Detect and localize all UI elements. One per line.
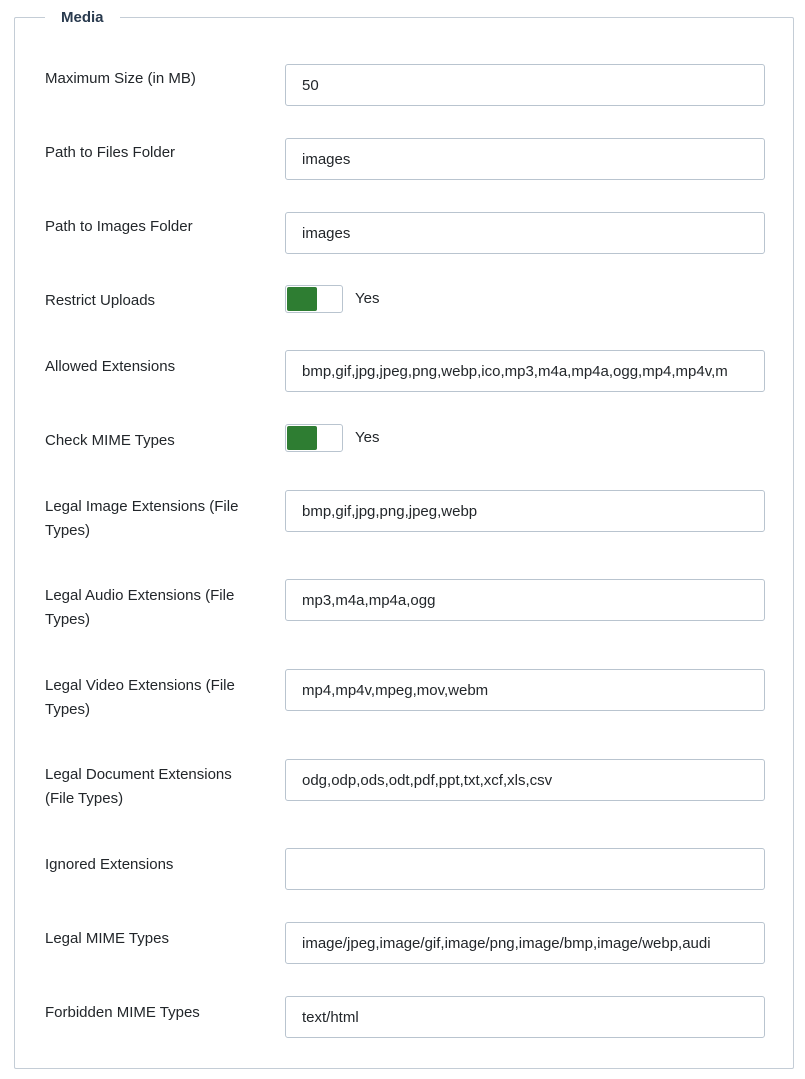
media-fieldset xyxy=(14,9,794,1069)
check-mime-label: Check MIME Types xyxy=(45,432,175,449)
max-size-input[interactable] xyxy=(285,64,765,106)
allowed-extensions-input[interactable] xyxy=(285,350,765,392)
image-extensions-label: Legal Image Extensions (File Types) xyxy=(45,498,239,539)
fieldset-legend: Media xyxy=(45,8,120,28)
forbidden-mime-input[interactable] xyxy=(285,996,765,1038)
files-path-label: Path to Files Folder xyxy=(45,144,176,161)
legal-mime-label: Legal MIME Types xyxy=(45,930,169,947)
switch-knob xyxy=(287,426,317,450)
image-extensions-input[interactable] xyxy=(285,490,765,532)
video-extensions-label: Legal Video Extensions (File Types) xyxy=(45,677,235,718)
restrict-uploads-switch[interactable] xyxy=(285,285,343,313)
document-extensions-input[interactable] xyxy=(285,759,765,801)
switch-knob xyxy=(287,287,317,311)
images-path-label: Path to Images Folder xyxy=(45,218,193,235)
legal-mime-input[interactable] xyxy=(285,922,765,964)
images-path-input[interactable] xyxy=(285,212,765,254)
video-extensions-input[interactable] xyxy=(285,669,765,711)
forbidden-mime-label: Forbidden MIME Types xyxy=(45,1004,200,1021)
restrict-uploads-state: Yes xyxy=(355,290,380,307)
ignored-extensions-input[interactable] xyxy=(285,848,765,890)
ignored-extensions-label: Ignored Extensions xyxy=(45,856,174,873)
files-path-input[interactable] xyxy=(285,138,765,180)
audio-extensions-input[interactable] xyxy=(285,579,765,621)
max-size-label: Maximum Size (in MB) xyxy=(45,70,196,87)
allowed-extensions-label: Allowed Extensions xyxy=(45,358,176,375)
audio-extensions-label: Legal Audio Extensions (File Types) xyxy=(45,587,235,628)
document-extensions-label: Legal Document Extensions (File Types) xyxy=(45,766,232,807)
check-mime-state: Yes xyxy=(355,429,380,446)
restrict-uploads-label: Restrict Uploads xyxy=(45,292,156,309)
check-mime-switch[interactable] xyxy=(285,424,343,452)
